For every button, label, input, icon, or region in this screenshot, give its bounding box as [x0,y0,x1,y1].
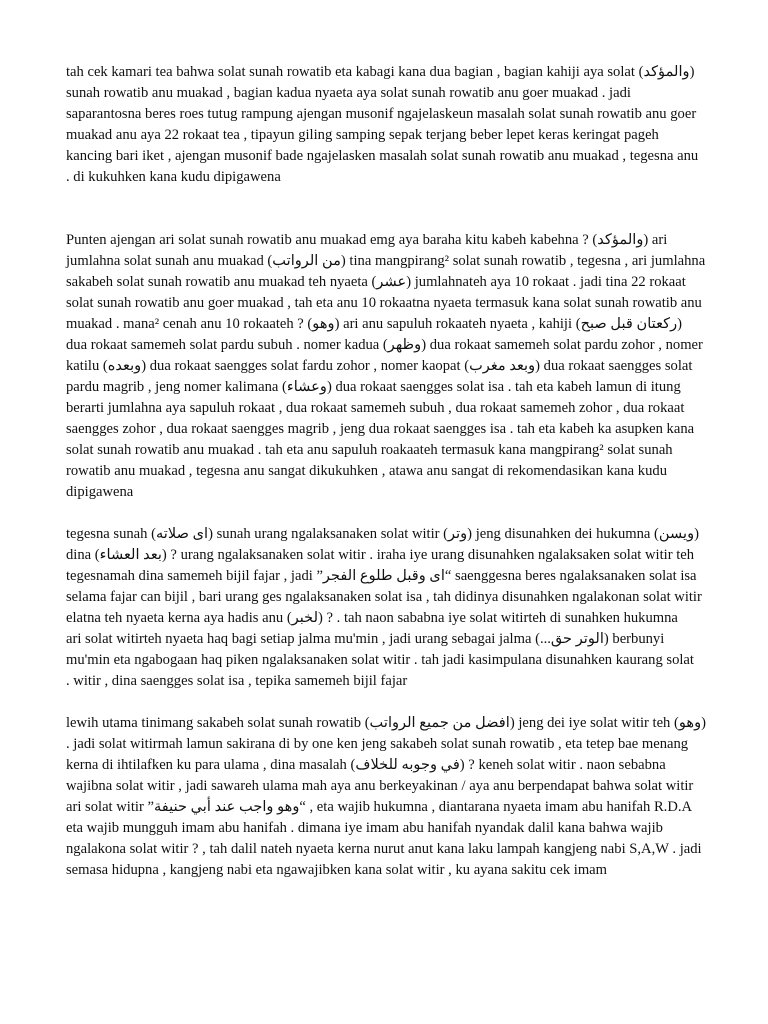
paragraph-witir-virtue: (وهو) jeng dei iye solat witir teh (افضل من جميع الرواتب) lewih utama tinimang sakabeh solat sunah rowatib . jadi solat witirmah lamun sakirana di by one ken jeng sakabeh solat sunah rowatib , eta tetep bae menang keneh solat witir . naon sebabna ? (في وجوبه للخلاف) kerna di ihtilafken ku para ulama , dina masalah wajibna solat witir , jadi sawareh ulama mah aya anu berkeyakinan / aya anu berpendapat bahwa solat witir eta wajib hukumna , diantarana nyaeta imam abu hanifah R.D.A , “وهو واجب عند أبي حنيفة” ari solat witir eta wajib mungguh imam abu hanifah . dimana iye imam abu hanifah nyandak dalil kana bahwa wajib ngalakona solat witir ? , tah dalil nateh nyaeta kerna nurut anut kana laku lampah kangjeng nabi S,A,W . jadi semasa hidupna , kangjeng nabi eta ngawajibken kana solat witir , ku ayana sakitu cek imam [66,715,706,878]
paragraph-witir-sunnah: (ويسن) jeng disunahken dei hukumna (وتر) sunah urang ngalaksanaken solat witir (اى صلاته) tegesna sunah urang ngalaksanaken solat witir . iraha iye urang disunahken ngalaksaken solat witir teh ? (بعد العشاء) dina saenggesna beres ngalaksanaken solat isa “اى وقبل طلوع الفجر” tegesnamah dina samemeh bijil fajar , jadi selama fajar can bijil , bari urang ges ngalaksanaken solat isa , tah didinya disunahken ngalakonan solat witir . tah naon sababna iye solat witirteh di sunahken hukumna ? (لخبر) elatna teh nyaeta kerna aya hadis anu berbunyi (الوتر حق...) ari solat witirteh nyaeta haq bagi setiap jalma mu'min , jadi urang sebagai jalma mu'min eta ngabogaan haq piken ngalaksanaken solat witir . tah jadi kasimpulana disunahken kaurang solat witir , dina saengges solat isa , tepika samemeh bijil fajar . [66,526,702,689]
paragraph-muakad-count: Punten ajengan ari solat sunah rowatib anu muakad emg aya baraha kitu kabeh kabehna ? (والمؤكد) ari jumlahna solat sunah anu muakad (من الرواتب) tina mangpirang² solat sunah rowatib , tegesna , ari jumlahna sakabeh solat sunah rowatib anu muakad teh nyaeta (عشر) jumlahnateh aya 10 rokaat . jadi tina 22 rokaat solat sunah rowatib anu goer muakad , tah eta anu 10 rokaatna nyaeta termasuk kana solat sunah rowatib anu muakad . mana² cenah anu 10 rokaateh ? (وهو) ari anu sapuluh rokaateh nyaeta , kahiji (ركعتان قبل صبح) dua rokaat samemeh solat pardu subuh . nomer kadua (وظهر) dua rokaat samemeh solat pardu zohor , nomer katilu (وبعده) dua rokaat saengges solat fardu zohor , nomer kaopat (وبعد مغرب) dua rokaat saengges solat pardu magrib , jeng nomer kalimana (وعشاء) dua rokaat saengges solat isa . tah eta kabeh lamun di itung berarti jumlahna aya sapuluh rokaat , dua rokaat samemeh subuh , dua rokaat samemeh zohor , dua rokaat saengges zohor , dua rokaat saengges magrib , jeng dua rokaat saengges isa . tah eta kabeh ka asupken kana solat sunah rowatib anu muakad . tah eta anu sapuluh roakaateh termasuk kana mangpirang² solat sunah rowatib anu muakad , tegesna anu sangat dikukuhken , atawa anu sangat di rekomendasikan kana kudu dipigawena [66,232,706,500]
document-page [66,62,706,881]
paragraph-rowatib-intro: (والمؤكد) tah cek kamari tea bahwa solat sunah rowatib eta kabagi kana dua bagian , bagian kahiji aya solat sunah rowatib anu muakad , bagian kadua nyaeta aya solat sunah rowatib anu goer muakad . jadi saparantosna beres roes tutug rampung ajengan musonif ngajelaskeun masalah solat sunah rowatib anu goer muakad anu aya 22 rokaat tea , tipayun giling samping sepak terjang beber lepet keras keringat pageh kancing bari iket , ajengan musonif bade ngajelasken masalah solat sunah rowatib anu muakad , tegesna anu di kukuhken kana kudu dipigawena . [66,64,699,185]
